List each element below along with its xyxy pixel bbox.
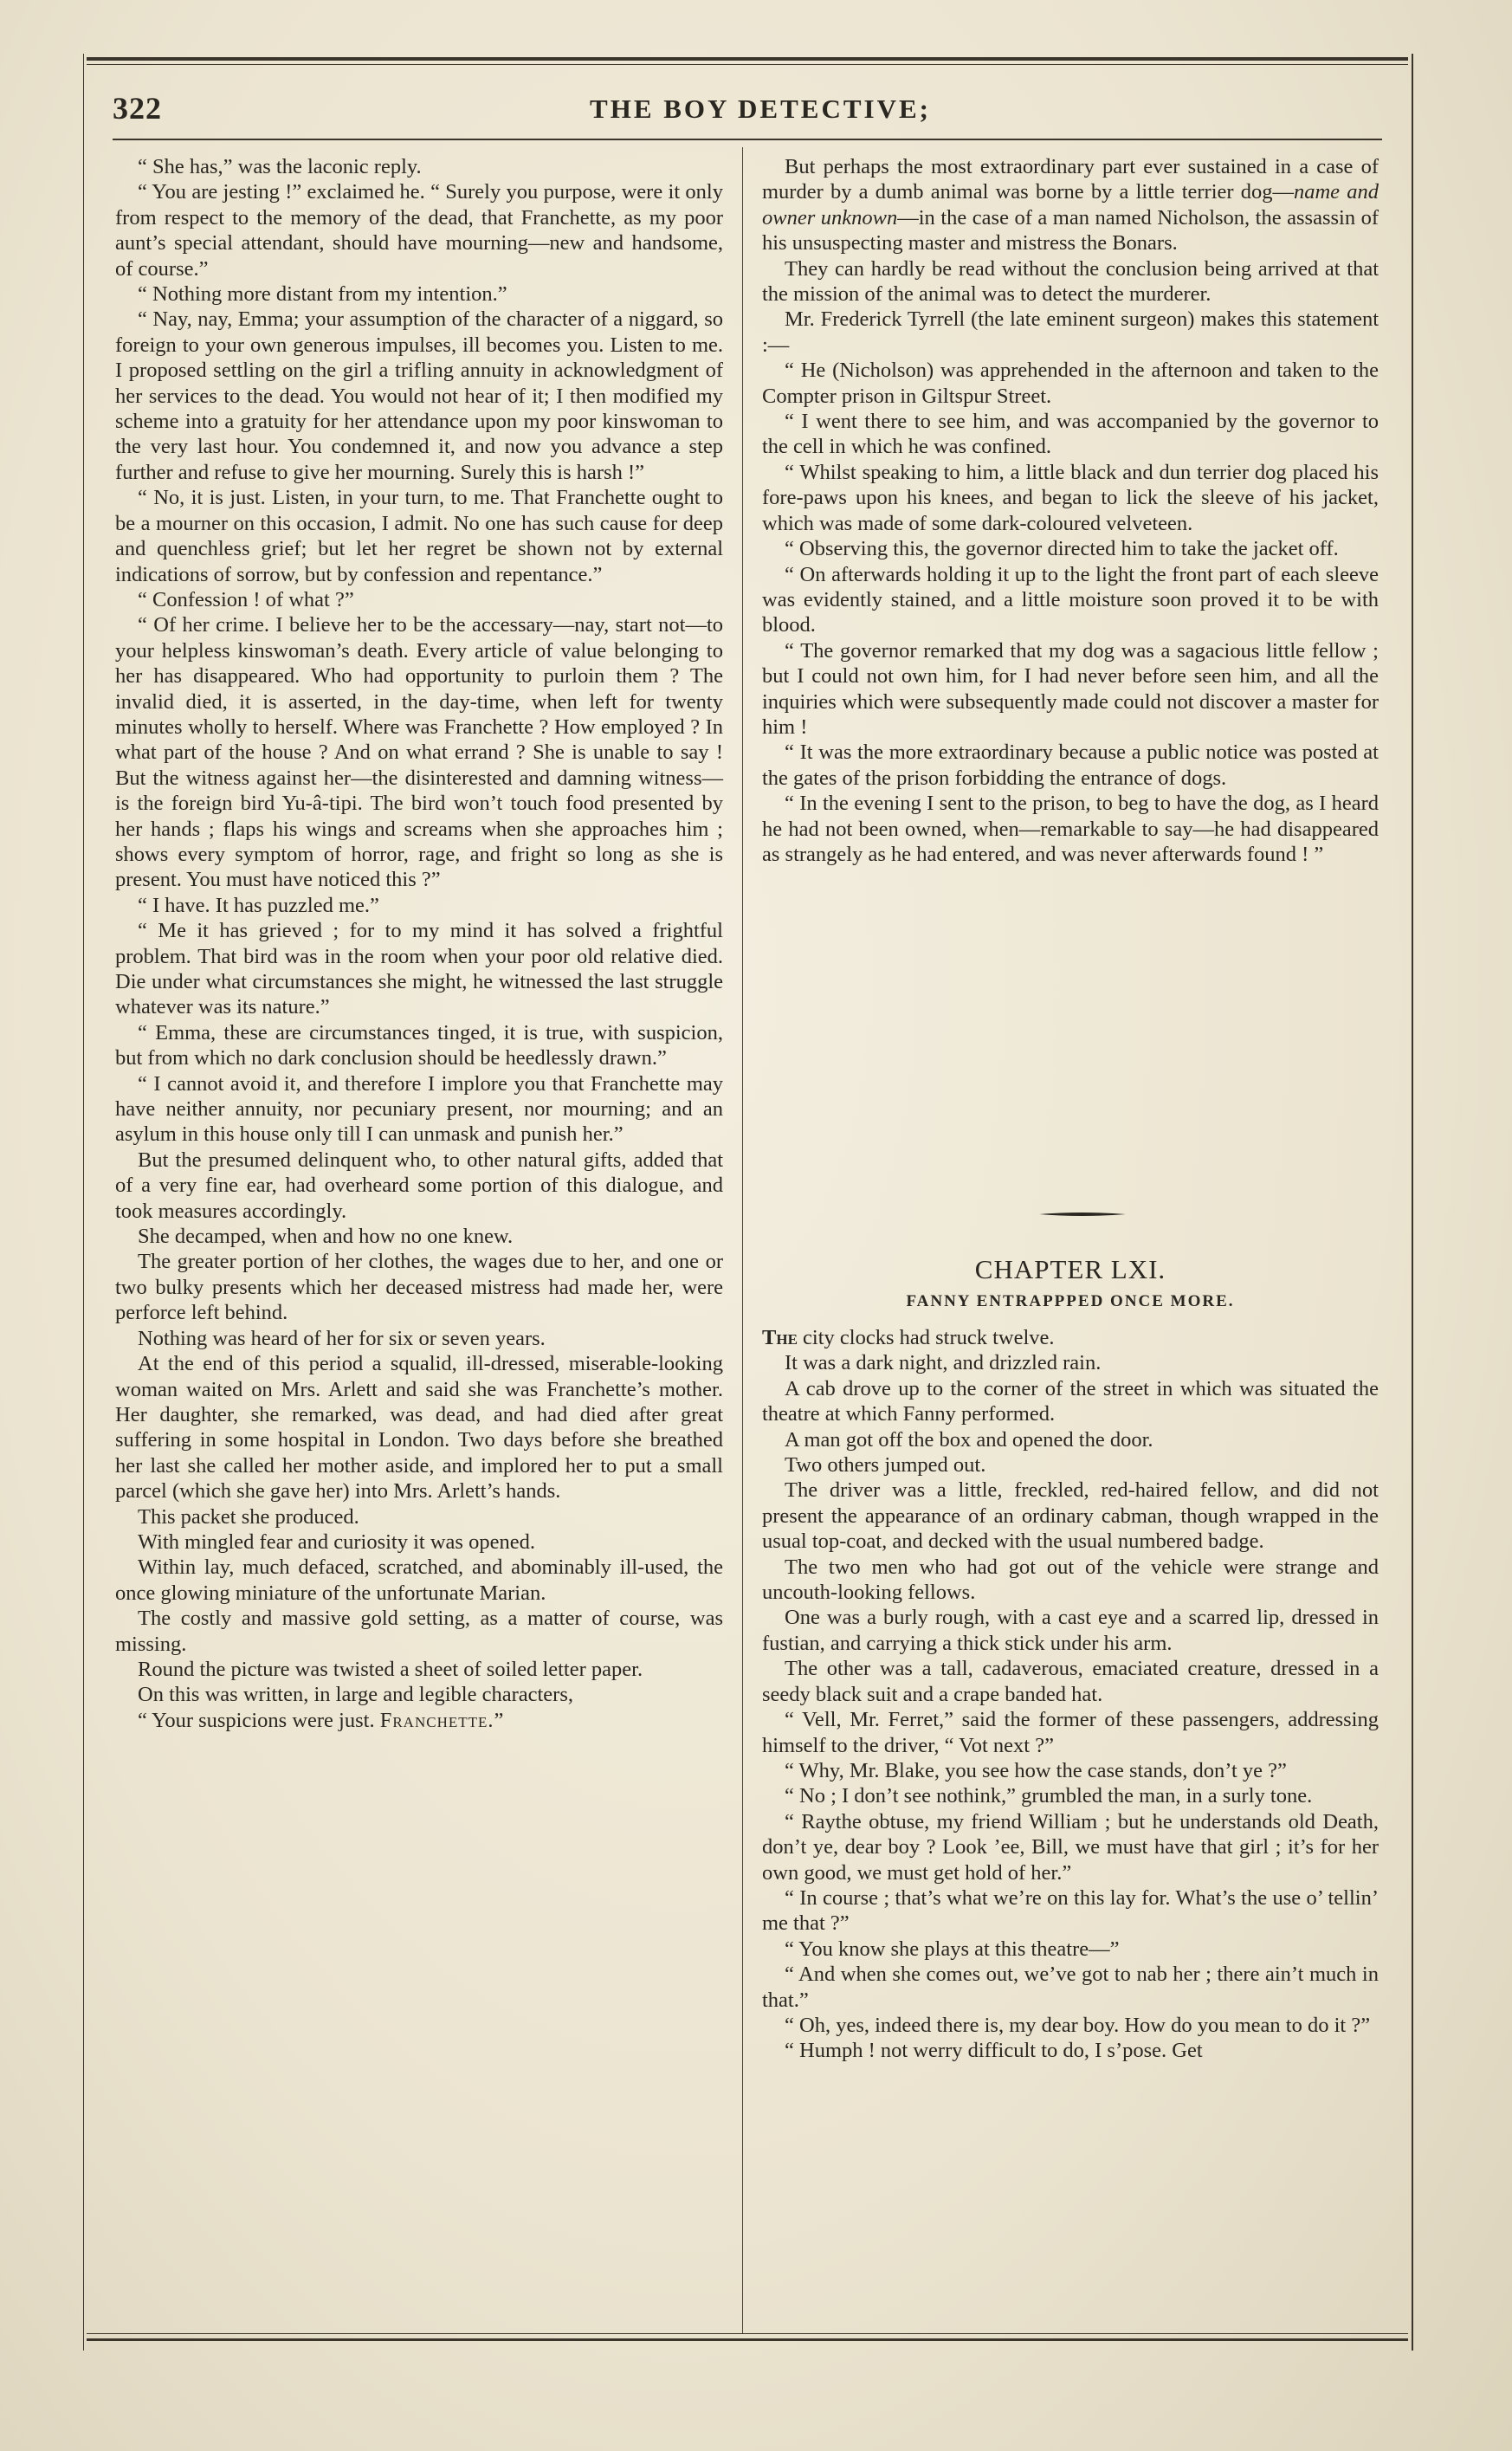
section-flourish: [1039, 1211, 1126, 1218]
left-margin-rule: [83, 54, 84, 2351]
paragraph: She decamped, when and how no one knew.: [138, 1225, 514, 1249]
paragraph: “ He (Nicholson) was apprehended in the afternoon and taken to the Compter prison in Giltspur Street.: [762, 359, 1379, 408]
paragraph: The driver was a little, freckled, red-haired fellow, and did not present the appearance of an ordinary cabman, though wrapped in the usual top-coat, and decked with the usual numbered badge.: [762, 1478, 1379, 1554]
paragraph: At the end of this period a squalid, ill-dressed, miserable-looking woman waited on Mrs. Arlett and said she was Franchette’s mother. Her daughter, she remarked, was dead, and had died after great suffering in some hospital in London. Two days before she breathed her last she called her mother aside, and implored her to put a small parcel (which she gave her) into Mrs. Arlett’s hands.: [115, 1352, 723, 1504]
paragraph: With mingled fear and curiosity it was opened.: [138, 1529, 535, 1554]
page-number: 322: [113, 91, 162, 126]
paragraph: One was a burly rough, with a cast eye and a scarred lip, dressed in fustian, and carrying a thick stick under his arm.: [762, 1606, 1379, 1655]
right-margin-rule: [1412, 54, 1413, 2351]
paragraph: It was a dark night, and drizzled rain.: [785, 1351, 1102, 1375]
paragraph: “ Why, Mr. Blake, you see how the case stands, don’t ye ?”: [785, 1758, 1287, 1782]
paragraph: But the presumed delinquent who, to other natural gifts, added that of a very fine ear, had overheard some portion of this dialogue, and took measures accordingly.: [115, 1148, 723, 1223]
paragraph: The costly and massive gold setting, as a matter of course, was missing.: [115, 1607, 723, 1656]
paragraph: “ On afterwards holding it up to the light the front part of each sleeve was evidently stained, and a little moisture soon proved it to be with blood.: [762, 562, 1379, 637]
paragraph: “ Of her crime. I believe her to be the accessary—nay, start not—to your helpless kinswoman’s death. Every article of value belonging to her has disappeared. Who had opportunity to purloin them ? The invalid died, it is asserted, in the day-time, when left for twenty minutes wholly to herself. Where was Franchette ? How employed ? In what part of the house ? And on what errand ? She is unable to say ! But the witness against her—the disinterested and damning witness—is the foreign bird Yu-â-tipi. The bird won’t touch food presented by her hands ; flaps his wings and screams when she approaches him ; shows every symptom of horror, rage, and fright so long as she is present. You must have noticed this ?”: [115, 613, 723, 892]
paragraph: “ In the evening I sent to the prison, to beg to have the dog, as I heard he had not been owned, when—remarkable to say—he had disappeared as strangely as he had entered, and was never afterwards found ! ”: [762, 792, 1379, 866]
paragraph: “ Vell, Mr. Ferret,” said the former of these passengers, addressing himself to the driver, “ Vot next ?”: [762, 1708, 1379, 1757]
paragraph: Two others jumped out.: [785, 1453, 986, 1478]
paragraph: “ You are jesting !” exclaimed he. “ Surely you purpose, were it only from respect to the memory of the dead, that Franchette, as my poor aunt’s special attendant, should have mourning—new and handsome, of course.”: [115, 180, 723, 281]
paragraph: “ Humph ! not werry difficult to do, I s’pose. Get: [785, 2039, 1203, 2063]
paragraph: “ I have. It has puzzled me.”: [138, 893, 379, 917]
paragraph: “ I went there to see him, and was accompanied by the governor to the cell in which he was confined.: [762, 410, 1379, 459]
paragraph: “ Raythe obtuse, my friend William ; but he understands old Death, don’t ye, dear boy ? Look ’ee, Bill, we must have that girl ; it’s for her own good, we must get hold of her.”: [762, 1809, 1379, 1885]
opening-word: The: [762, 1326, 798, 1349]
signature-franchette: Franchette.”: [379, 1708, 505, 1732]
paragraph: “ Nothing more distant from my intention.”: [138, 282, 507, 307]
paragraph: “ It was the more extraordinary because a public notice was posted at the gates of the prison forbidding the entrance of dogs.: [762, 740, 1379, 790]
paragraph: The greater portion of her clothes, the wages due to her, and one or two bulky presents which her deceased mistress had made her, were perforce left behind.: [115, 1250, 723, 1325]
letter-quote: “ Your suspicions were just.: [138, 1708, 375, 1732]
right-column-top: [762, 154, 1379, 867]
paragraph: “ No ; I don’t see nothink,” grumbled the man, in a surly tone.: [785, 1784, 1313, 1808]
paragraph: The two men who had got out of the vehicle were strange and uncouth-looking fellows.: [762, 1555, 1379, 1605]
paragraph: [762, 1325, 1379, 1350]
paragraph: “ You know she plays at this theatre—”: [785, 1937, 1120, 1961]
paragraph: Nothing was heard of her for six or seven years.: [138, 1326, 546, 1350]
text-run: —in the case of a man named Nicholson, the assassin of his unsuspecting master and mistress the Bonars.: [762, 205, 1380, 255]
right-column-bottom: [762, 1325, 1379, 2064]
bottom-rule-thick: [87, 2338, 1408, 2341]
italic-run: name and owner unknown: [762, 180, 1379, 230]
page-title: THE BOY DETECTIVE;: [590, 94, 931, 124]
paragraph: On this was written, in large and legible characters,: [138, 1683, 573, 1707]
paragraph: “ She has,” was the laconic reply.: [138, 155, 422, 178]
chapter-subtitle: FANNY ENTRAPPPED ONCE MORE.: [906, 1292, 1235, 1310]
paragraph: “ Emma, these are circumstances tinged, it is true, with suspicion, but from which no dark conclusion should be heedlessly drawn.”: [115, 1020, 723, 1070]
bottom-rule-thin: [87, 2333, 1408, 2334]
running-head: [113, 90, 1408, 133]
paragraph: Round the picture was twisted a sheet of soiled letter paper.: [138, 1657, 643, 1681]
column-divider: [742, 147, 743, 2334]
paragraph: Within lay, much defaced, scratched, and abominably ill-used, the once glowing miniature of the unfortunate Marian.: [115, 1555, 723, 1605]
paragraph: “ Nay, nay, Emma; your assumption of the character of a niggard, so foreign to your own generous impulses, ill becomes you. Listen to me. I proposed settling on the girl a trifling annuity in acknowledgment of her services to the dead. You would not hear of it; I then modified my scheme into a gratuity for her attendance upon my poor kinswoman to the very last hour. You condemned it, and now you advance a step further and refuse to give her mourning. Surely this is harsh !”: [115, 307, 723, 484]
text-run: city clocks had struck twelve.: [797, 1326, 1055, 1349]
left-column: [115, 154, 723, 1733]
paragraph: The other was a tall, cadaverous, emaciated creature, dressed in a seedy black suit and a crape banded hat.: [762, 1657, 1379, 1706]
paragraph: “ In course ; that’s what we’re on this lay for. What’s the use o’ tellin’ me that ?”: [762, 1885, 1379, 1936]
top-rule-thick: [87, 57, 1408, 61]
paragraph: They can hardly be read without the conclusion being arrived at that the mission of the animal was to detect the murderer.: [762, 256, 1379, 307]
paragraph: A cab drove up to the corner of the street in which was situated the theatre at which Fanny performed.: [762, 1376, 1379, 1426]
text-run: But perhaps the most extraordinary part ever sustained in a case of murder by a dumb animal was borne by a little terrier dog—: [762, 155, 1379, 204]
paragraph: This packet she produced.: [138, 1504, 359, 1529]
letter-text: [115, 1708, 723, 1733]
paragraph: “ Whilst speaking to him, a little black and dun terrier dog placed his fore-paws upon his knees, and began to lick the sleeve of his jacket, which was made of some dark-coloured velveteen.: [762, 460, 1379, 535]
paragraph: “ The governor remarked that my dog was a sagacious little fellow ; but I could not own him, for I had never before seen him, and all the inquiries which were subsequently made could not discover a master for him !: [762, 638, 1379, 739]
paragraph: “ Confession ! of what ?”: [138, 587, 354, 611]
paragraph: Mr. Frederick Tyrrell (the late eminent surgeon) makes this statement :—: [762, 307, 1379, 357]
paragraph: “ I cannot avoid it, and therefore I implore you that Franchette may have neither annuity, nor pecuniary present, nor mourning; and an asylum in this house only till I can unmask and punish her.”: [115, 1071, 723, 1147]
paragraph: “ No, it is just. Listen, in your turn, to me. That Franchette ought to be a mourner on this occasion, I admit. No one has such cause for deep and quenchless grief; but let her regret be shown not by external indications of sorrow, but by confession and repentance.”: [115, 486, 723, 586]
chapter-title: CHAPTER LXI.: [974, 1254, 1166, 1284]
paragraph: “ Me it has grieved ; for to my mind it has solved a frightful problem. That bird was in the room when your poor old relative died. Die under what circumstances she might, he witnessed the last struggle whatever was its nature.”: [115, 919, 723, 1019]
chapter-heading: [762, 1247, 1379, 1311]
paragraph: “ Observing this, the governor directed him to take the jacket off.: [785, 537, 1339, 561]
paragraph: “ Oh, yes, indeed there is, my dear boy. How do you mean to do it ?”: [785, 2013, 1371, 2037]
top-rule-thin: [87, 64, 1408, 65]
paragraph: “ And when she comes out, we’ve got to nab her ; there ain’t much in that.”: [762, 1963, 1379, 2012]
paragraph: [762, 154, 1379, 256]
header-rule: [113, 139, 1382, 140]
paragraph: A man got off the box and opened the door.: [785, 1427, 1153, 1452]
